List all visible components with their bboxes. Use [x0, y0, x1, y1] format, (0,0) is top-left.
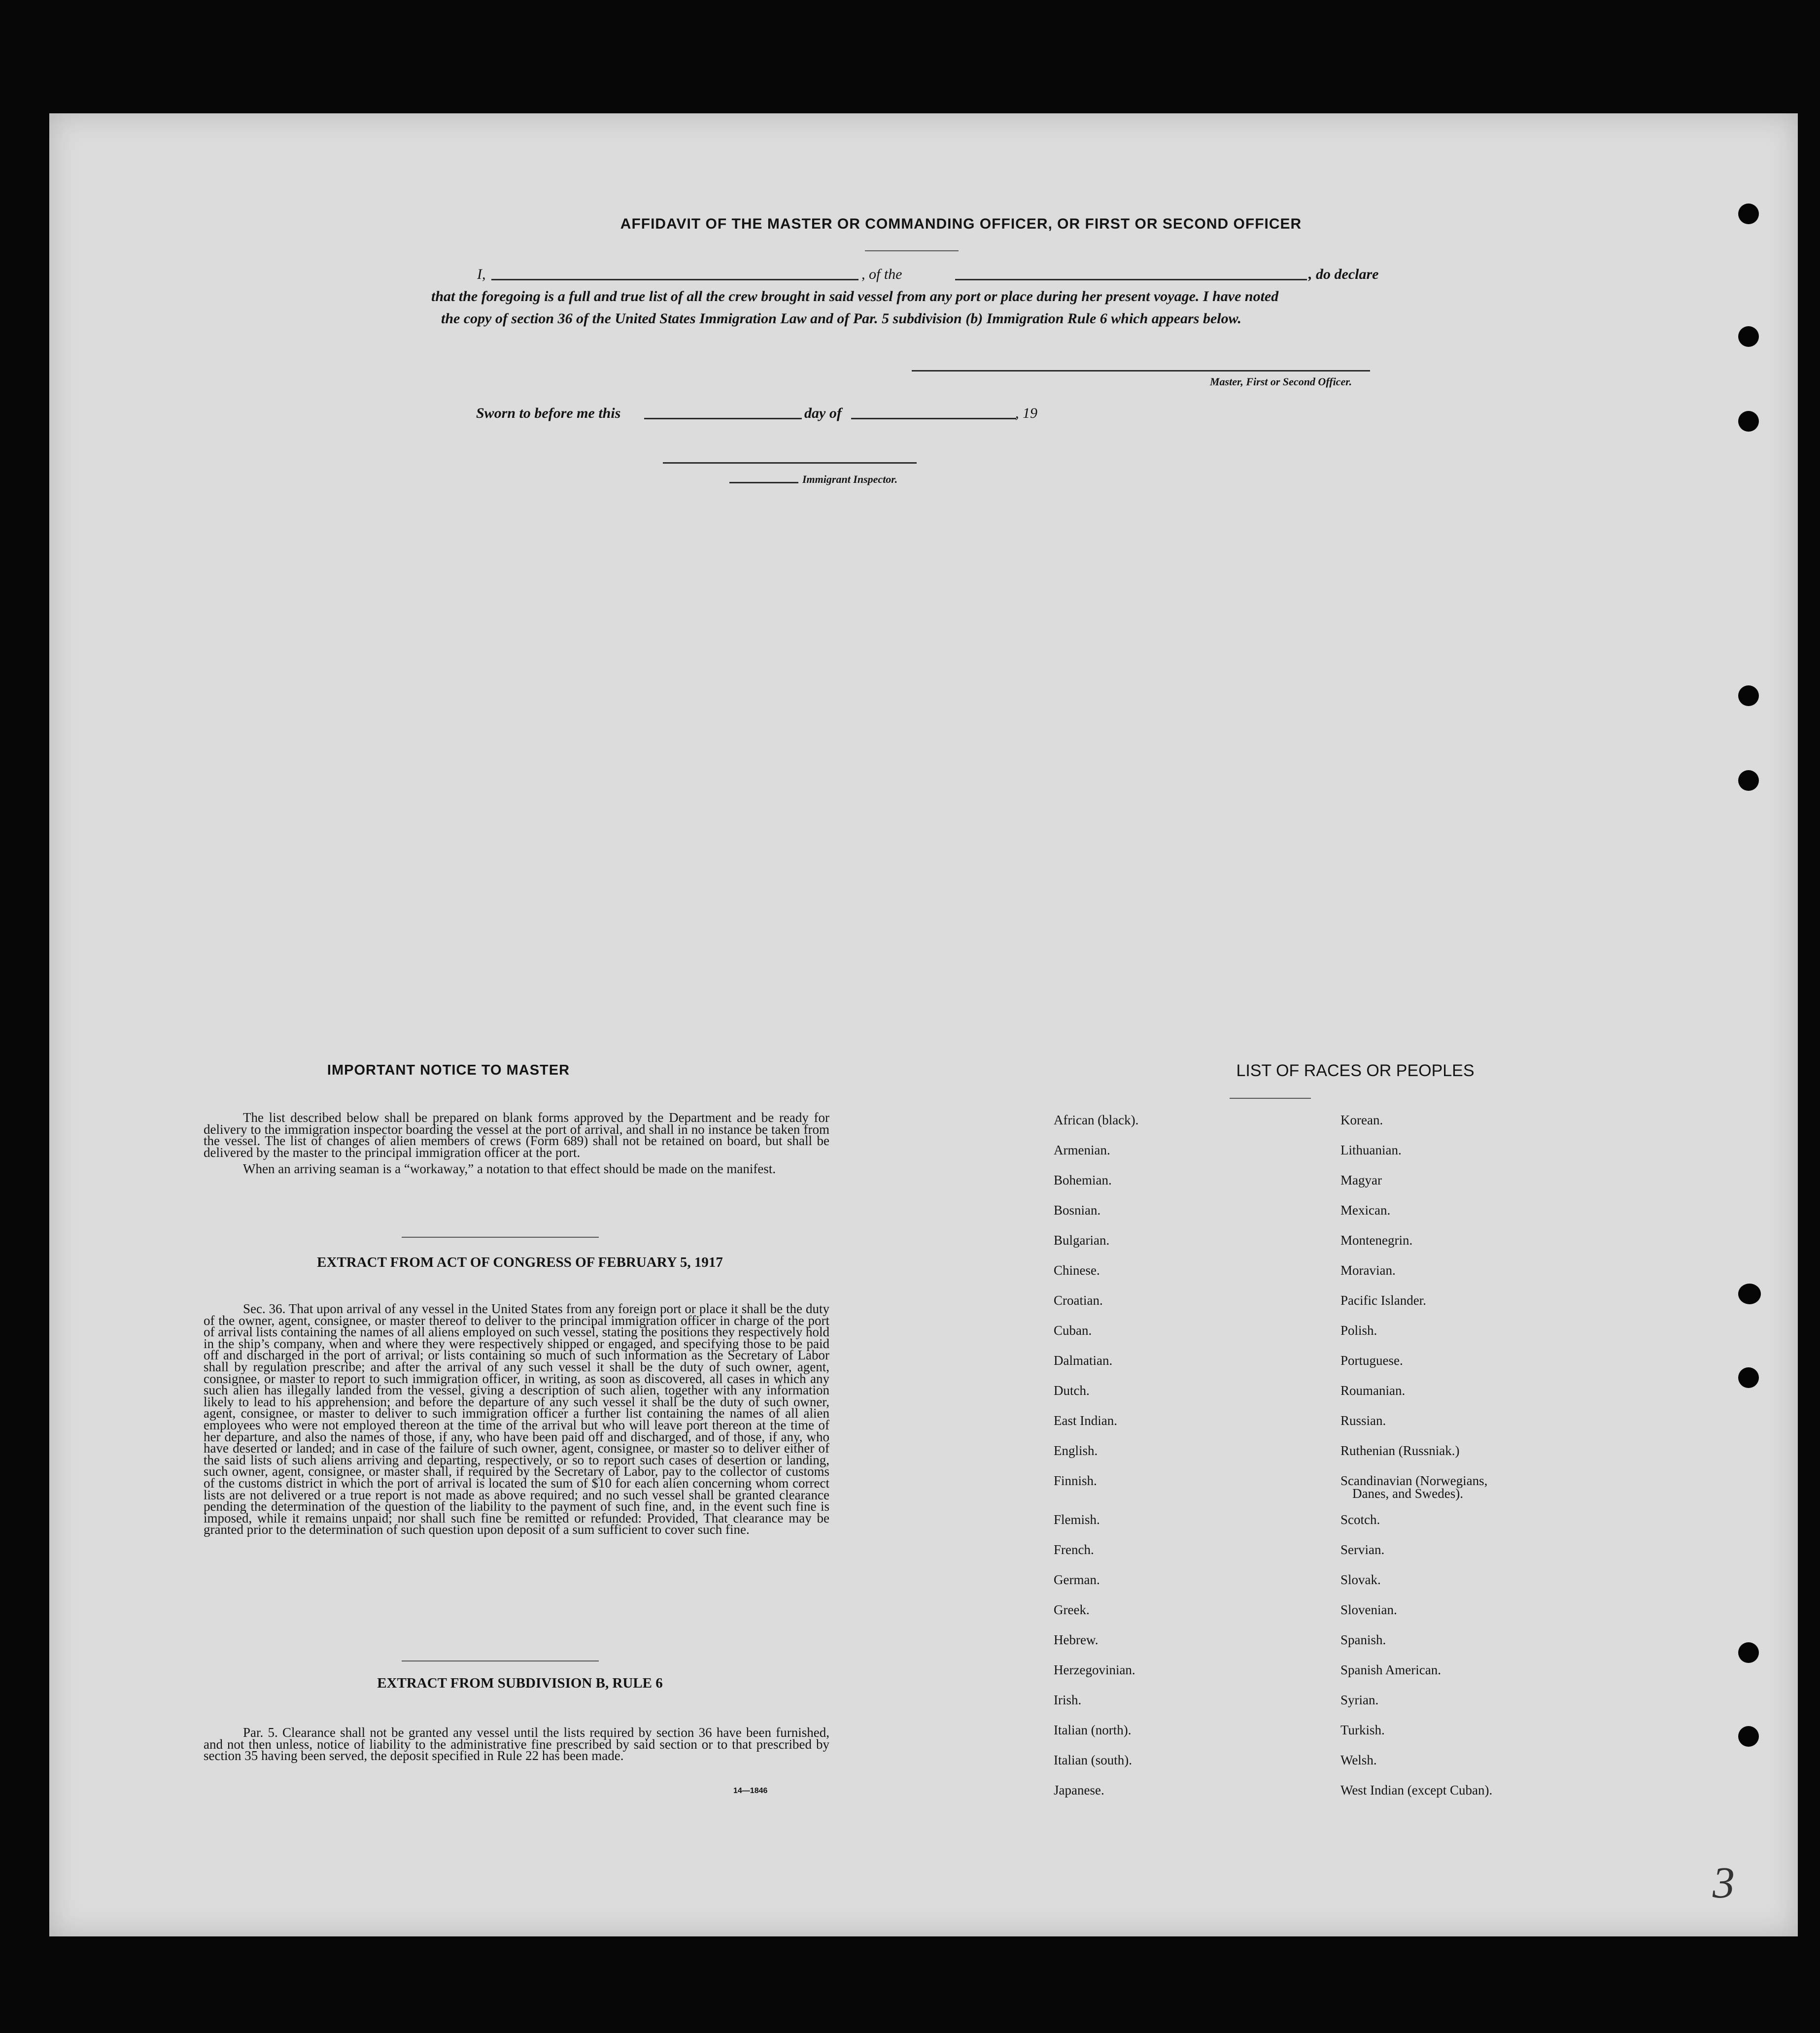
race-item: Italian (south).: [1054, 1753, 1132, 1767]
divider: [402, 1660, 599, 1661]
race-item: Syrian.: [1340, 1693, 1379, 1707]
sworn-year: , 19: [1015, 405, 1037, 421]
extract-act-heading: EXTRACT FROM ACT OF CONGRESS OF FEBRUARY 5, 1917: [317, 1254, 723, 1270]
vessel-blank: [955, 279, 1307, 280]
race-item: Pacific Islander.: [1340, 1293, 1426, 1308]
race-item: Flemish.: [1054, 1512, 1100, 1527]
race-item: Russian.: [1340, 1413, 1386, 1428]
punch-hole: [1738, 1367, 1759, 1388]
inspector-signature-line: [663, 462, 917, 464]
race-item: Roumanian.: [1340, 1383, 1406, 1398]
race-item: Slovenian.: [1340, 1602, 1397, 1617]
race-item: Polish.: [1340, 1323, 1377, 1338]
punch-hole: [1738, 1284, 1761, 1304]
rule-6-text: Par. 5. Clearance shall not be granted any vessel until the lists required by section 36 have been furnished, and not then unless, notice of liability to the administrative fine prescribed by said section or to that prescribed by section 35 having been served, the deposit specified in Rule 22 has been made.: [204, 1725, 829, 1763]
document-page: [49, 113, 1798, 1936]
divider: [402, 1237, 599, 1238]
divider: [1230, 1098, 1311, 1099]
race-item: Bohemian.: [1054, 1173, 1112, 1187]
race-item: West Indian (except Cuban).: [1340, 1783, 1493, 1797]
race-item: Dutch.: [1054, 1383, 1090, 1398]
race-item-continuation: Danes, and Swedes).: [1352, 1486, 1463, 1501]
race-item: Irish.: [1054, 1693, 1082, 1707]
race-item: Montenegrin.: [1340, 1233, 1413, 1248]
race-item: English.: [1054, 1443, 1098, 1458]
race-item: Hebrew.: [1054, 1632, 1099, 1647]
punch-hole: [1738, 1726, 1759, 1747]
race-item: Korean.: [1340, 1113, 1383, 1127]
divider: [865, 250, 959, 251]
race-item: Japanese.: [1054, 1783, 1104, 1797]
race-item: Herzegovinian.: [1054, 1662, 1135, 1677]
race-item: Servian.: [1340, 1542, 1385, 1557]
race-item: East Indian.: [1054, 1413, 1117, 1428]
races-heading: LIST OF RACES OR PEOPLES: [1236, 1061, 1475, 1080]
race-item: Slovak.: [1340, 1572, 1381, 1587]
affidavit-heading: AFFIDAVIT OF THE MASTER OR COMMANDING OFFICER, OR FIRST OR SECOND OFFICER: [620, 216, 1302, 232]
race-item: Moravian.: [1340, 1263, 1396, 1278]
sworn-day-blank: [644, 418, 802, 419]
sworn-day-of: day of: [804, 405, 842, 421]
affidavit-i: I,: [477, 266, 486, 282]
race-item: Croatian.: [1054, 1293, 1103, 1308]
race-item: German.: [1054, 1572, 1100, 1587]
name-blank: [491, 279, 858, 280]
master-caption: Master, First or Second Officer.: [1210, 375, 1352, 388]
race-item: Spanish.: [1340, 1632, 1386, 1647]
extract-rule-body: [204, 1727, 829, 1762]
race-item: Finnish.: [1054, 1473, 1097, 1488]
affidavit-of-the: , of the: [861, 266, 902, 282]
punch-hole: [1738, 411, 1759, 432]
punch-hole: [1738, 326, 1759, 347]
race-item: Bulgarian.: [1054, 1233, 1110, 1248]
punch-hole: [1738, 203, 1759, 224]
race-item: Ruthenian (Russniak.): [1340, 1443, 1460, 1458]
race-item: Turkish.: [1340, 1723, 1385, 1737]
sworn-month-blank: [851, 418, 1016, 419]
extract-act-body: [204, 1303, 829, 1536]
race-item: Bosnian.: [1054, 1203, 1101, 1218]
notice-paragraph-2: When an arriving seaman is a “workaway,” a notation to that effect should be made on the manifest.: [243, 1161, 776, 1177]
race-item: Magyar: [1340, 1173, 1382, 1187]
race-item: Welsh.: [1340, 1753, 1377, 1767]
race-item: Scandinavian (Norwegians, Danes, and Swedes).: [1340, 1473, 1488, 1501]
race-item: Greek.: [1054, 1602, 1090, 1617]
race-item: Lithuanian.: [1340, 1143, 1402, 1157]
master-signature-line: [912, 370, 1370, 372]
race-item: African (black).: [1054, 1113, 1139, 1127]
race-item: Spanish American.: [1340, 1662, 1441, 1677]
affidavit-declare: , do declare: [1308, 266, 1379, 282]
inspector-caption: Immigrant Inspector.: [802, 473, 898, 485]
race-item: French.: [1054, 1542, 1094, 1557]
notice-heading: IMPORTANT NOTICE TO MASTER: [327, 1062, 570, 1078]
punch-hole: [1738, 685, 1759, 706]
race-item: Cuban.: [1054, 1323, 1092, 1338]
inspector-prefix-line: [729, 482, 798, 483]
affidavit-line2: that the foregoing is a full and true list of all the crew brought in said vessel from any port or place during her present voyage. I have noted: [431, 288, 1279, 305]
race-item: Dalmatian.: [1054, 1353, 1113, 1368]
race-item: Chinese.: [1054, 1263, 1100, 1278]
punch-hole: [1738, 1642, 1759, 1663]
notice-paragraph-1: The list described below shall be prepared on blank forms approved by the Department and be ready for delivery to the immigration inspector boarding the vessel at the port of arrival, and shall in no instance be taken from the vessel. The list of changes of alien members of crews (Form 689) shall not be retained on board, but shall be delivered by the master to the principal immigration officer at the port.: [204, 1110, 829, 1160]
notice-body: [204, 1112, 829, 1175]
form-number: 14—1846: [733, 1787, 768, 1795]
section-36-text: Sec. 36. That upon arrival of any vessel in the United States from any foreign port or place it shall be the duty of the owner, agent, consignee, or master thereof to deliver to the principal immigration officer in charge of the port of arrival lists containing the names of all aliens employed on such vessel, stating the positions they respectively hold in the ship’s company, when and where they were respectively shipped or engaged, and specifying those to be paid off and discharged in the port of arrival; or lists containing so much of such information as the Secretary of Labor shall by regulation prescribe; and after the arrival of any such vessel it shall be the duty of such owner, agent, consignee, or master to report to such immigration officer, in writing, as soon as discovered, all cases in which any such alien has illegally landed from the vessel, giving a description of such alien, together with any information likely to lead to his apprehension; and before the departure of any such vessel it shall be the duty of such owner, agent, consignee, or master to deliver to such immigration officer a further list containing the names of all alien employees who were not employed thereon at the time of the arrival but who will leave port thereon at the time of her departure, and also the names of those, if any, who have been paid off and discharged, and of those, if any, who have deserted or landed; and in case of the failure of such owner, agent, consignee, or master so to deliver either of the said lists of such aliens arriving and departing, respectively, or so to report such cases of desertion or landing, such owner, agent, consignee, or master shall, if required by the Secretary of Labor, pay to the collector of customs of the customs district in which the port of arrival is located the sum of $10 for each alien concerning whom correct lists are not delivered or a true report is not made as above required; and no such vessel shall be granted clearance pending the determination of the question of the liability to the payment of such fine, and, in the event such fine is imposed, while it remains unpaid; nor shall such fine be remitted or refunded: Provided, That clearance may be granted prior to the determination of such question upon deposit of a sum sufficient to cover such fine.: [204, 1301, 829, 1537]
race-item: Italian (north).: [1054, 1723, 1132, 1737]
race-item: Portuguese.: [1340, 1353, 1403, 1368]
punch-hole: [1738, 770, 1759, 791]
margin-mark: 3: [1713, 1859, 1735, 1907]
race-item: Scotch.: [1340, 1512, 1380, 1527]
sworn-prefix: Sworn to before me this: [476, 405, 621, 421]
affidavit-line3: the copy of section 36 of the United States Immigration Law and of Par. 5 subdivision (b) Immigration Rule 6 which appears below.: [441, 310, 1241, 327]
race-item: Armenian.: [1054, 1143, 1110, 1157]
race-item: Mexican.: [1340, 1203, 1391, 1218]
extract-rule-heading: EXTRACT FROM SUBDIVISION B, RULE 6: [377, 1675, 663, 1691]
